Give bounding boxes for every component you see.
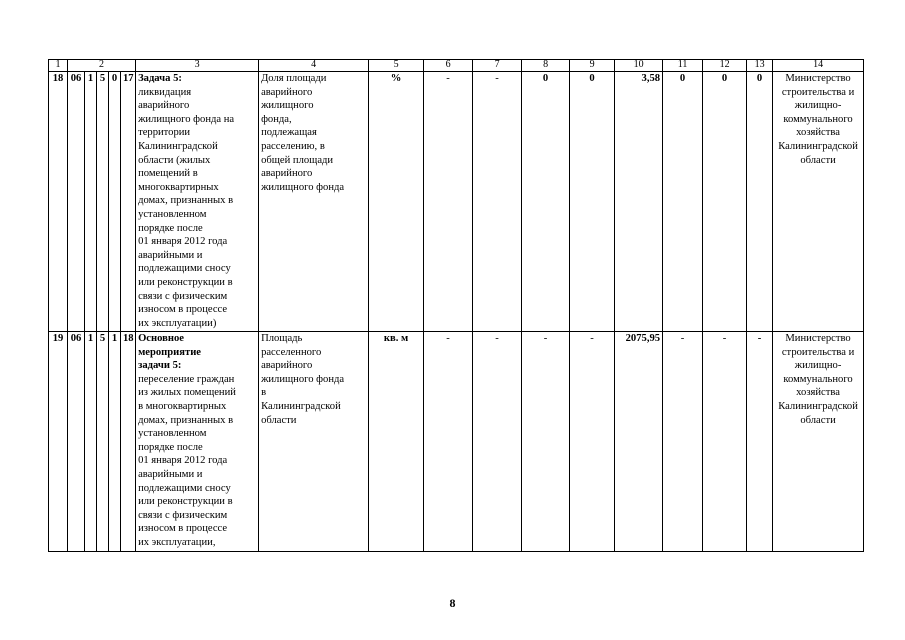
value-cell: - (570, 332, 615, 552)
value-cell: 3,58 (615, 72, 663, 332)
indicators-table (48, 59, 864, 552)
header-col-5: 5 (369, 60, 424, 72)
value-cell: 0 (663, 72, 703, 332)
code-cell: 5 (97, 72, 109, 332)
header-col-4: 4 (259, 60, 369, 72)
code-cell: 0 (109, 72, 121, 332)
code-cell: 06 (68, 332, 85, 552)
header-col-10: 10 (615, 60, 663, 72)
table-row (49, 332, 864, 552)
value-cell: 0 (522, 72, 570, 332)
value-cell: 0 (570, 72, 615, 332)
value-cell: - (424, 72, 473, 332)
table-row (49, 72, 864, 332)
code-cell: 1 (85, 72, 97, 332)
value-cell: - (747, 332, 773, 552)
header-col-2: 2 (68, 60, 136, 72)
value-cell: - (424, 332, 473, 552)
code-cell: 1 (109, 332, 121, 552)
task-title: Основное мероприятие задачи 5: (138, 333, 202, 372)
header-col-6: 6 (424, 60, 473, 72)
task-description: переселение граждан из жилых помещений в многоквартирных домах, признанных в установленном порядке после 01 января 2012 года аварийными и подлежащими сносу или реконструкции в связи с физическим износом в процессе их эксплуатации, (138, 373, 236, 548)
indicator-cell: Площадь расселенного аварийного жилищного фонда в Калининградской области (259, 332, 369, 552)
task-name-cell (136, 332, 259, 552)
value-cell: 0 (703, 72, 747, 332)
value-cell: 2075,95 (615, 332, 663, 552)
code-cell: 5 (97, 332, 109, 552)
value-cell: - (473, 332, 522, 552)
header-col-11: 11 (663, 60, 703, 72)
page-number: 8 (449, 596, 456, 610)
row-number: 19 (49, 332, 68, 552)
code-cell: 1 (85, 332, 97, 552)
value-cell: 0 (747, 72, 773, 332)
header-col-14: 14 (773, 60, 864, 72)
responsible-cell: Министерство строительства и жилищно- коммунального хозяйства Калининградской области (773, 332, 864, 552)
value-cell: - (522, 332, 570, 552)
task-name-cell (136, 72, 259, 332)
task-description: ликвидация аварийного жилищного фонда на территории Калининградской области (жилых помещений в многоквартирных домах, признанных в установленном порядке после 01 января 2012 года аварийными и подлежащими сносу или реконструкции в связи с физическим износом в процессе их эксплуатации) (138, 86, 235, 329)
value-cell: - (703, 332, 747, 552)
indicator-cell: Доля площади аварийного жилищного фонда, подлежащая расселению, в общей площади аварийного жилищного фонда (259, 72, 369, 332)
code-cell: 06 (68, 72, 85, 332)
responsible-cell: Министерство строительства и жилищно- коммунального хозяйства Калининградской области (773, 72, 864, 332)
header-col-8: 8 (522, 60, 570, 72)
header-col-13: 13 (747, 60, 773, 72)
unit-cell: кв. м (369, 332, 424, 552)
code-cell: 17 (121, 72, 136, 332)
code-cell: 18 (121, 332, 136, 552)
header-col-1: 1 (49, 60, 68, 72)
row-number: 18 (49, 72, 68, 332)
header-col-7: 7 (473, 60, 522, 72)
unit-cell: % (369, 72, 424, 332)
task-title: Задача 5: (138, 73, 182, 84)
header-col-12: 12 (703, 60, 747, 72)
value-cell: - (663, 332, 703, 552)
header-col-3: 3 (136, 60, 259, 72)
value-cell: - (473, 72, 522, 332)
header-col-9: 9 (570, 60, 615, 72)
header-row (49, 60, 864, 72)
